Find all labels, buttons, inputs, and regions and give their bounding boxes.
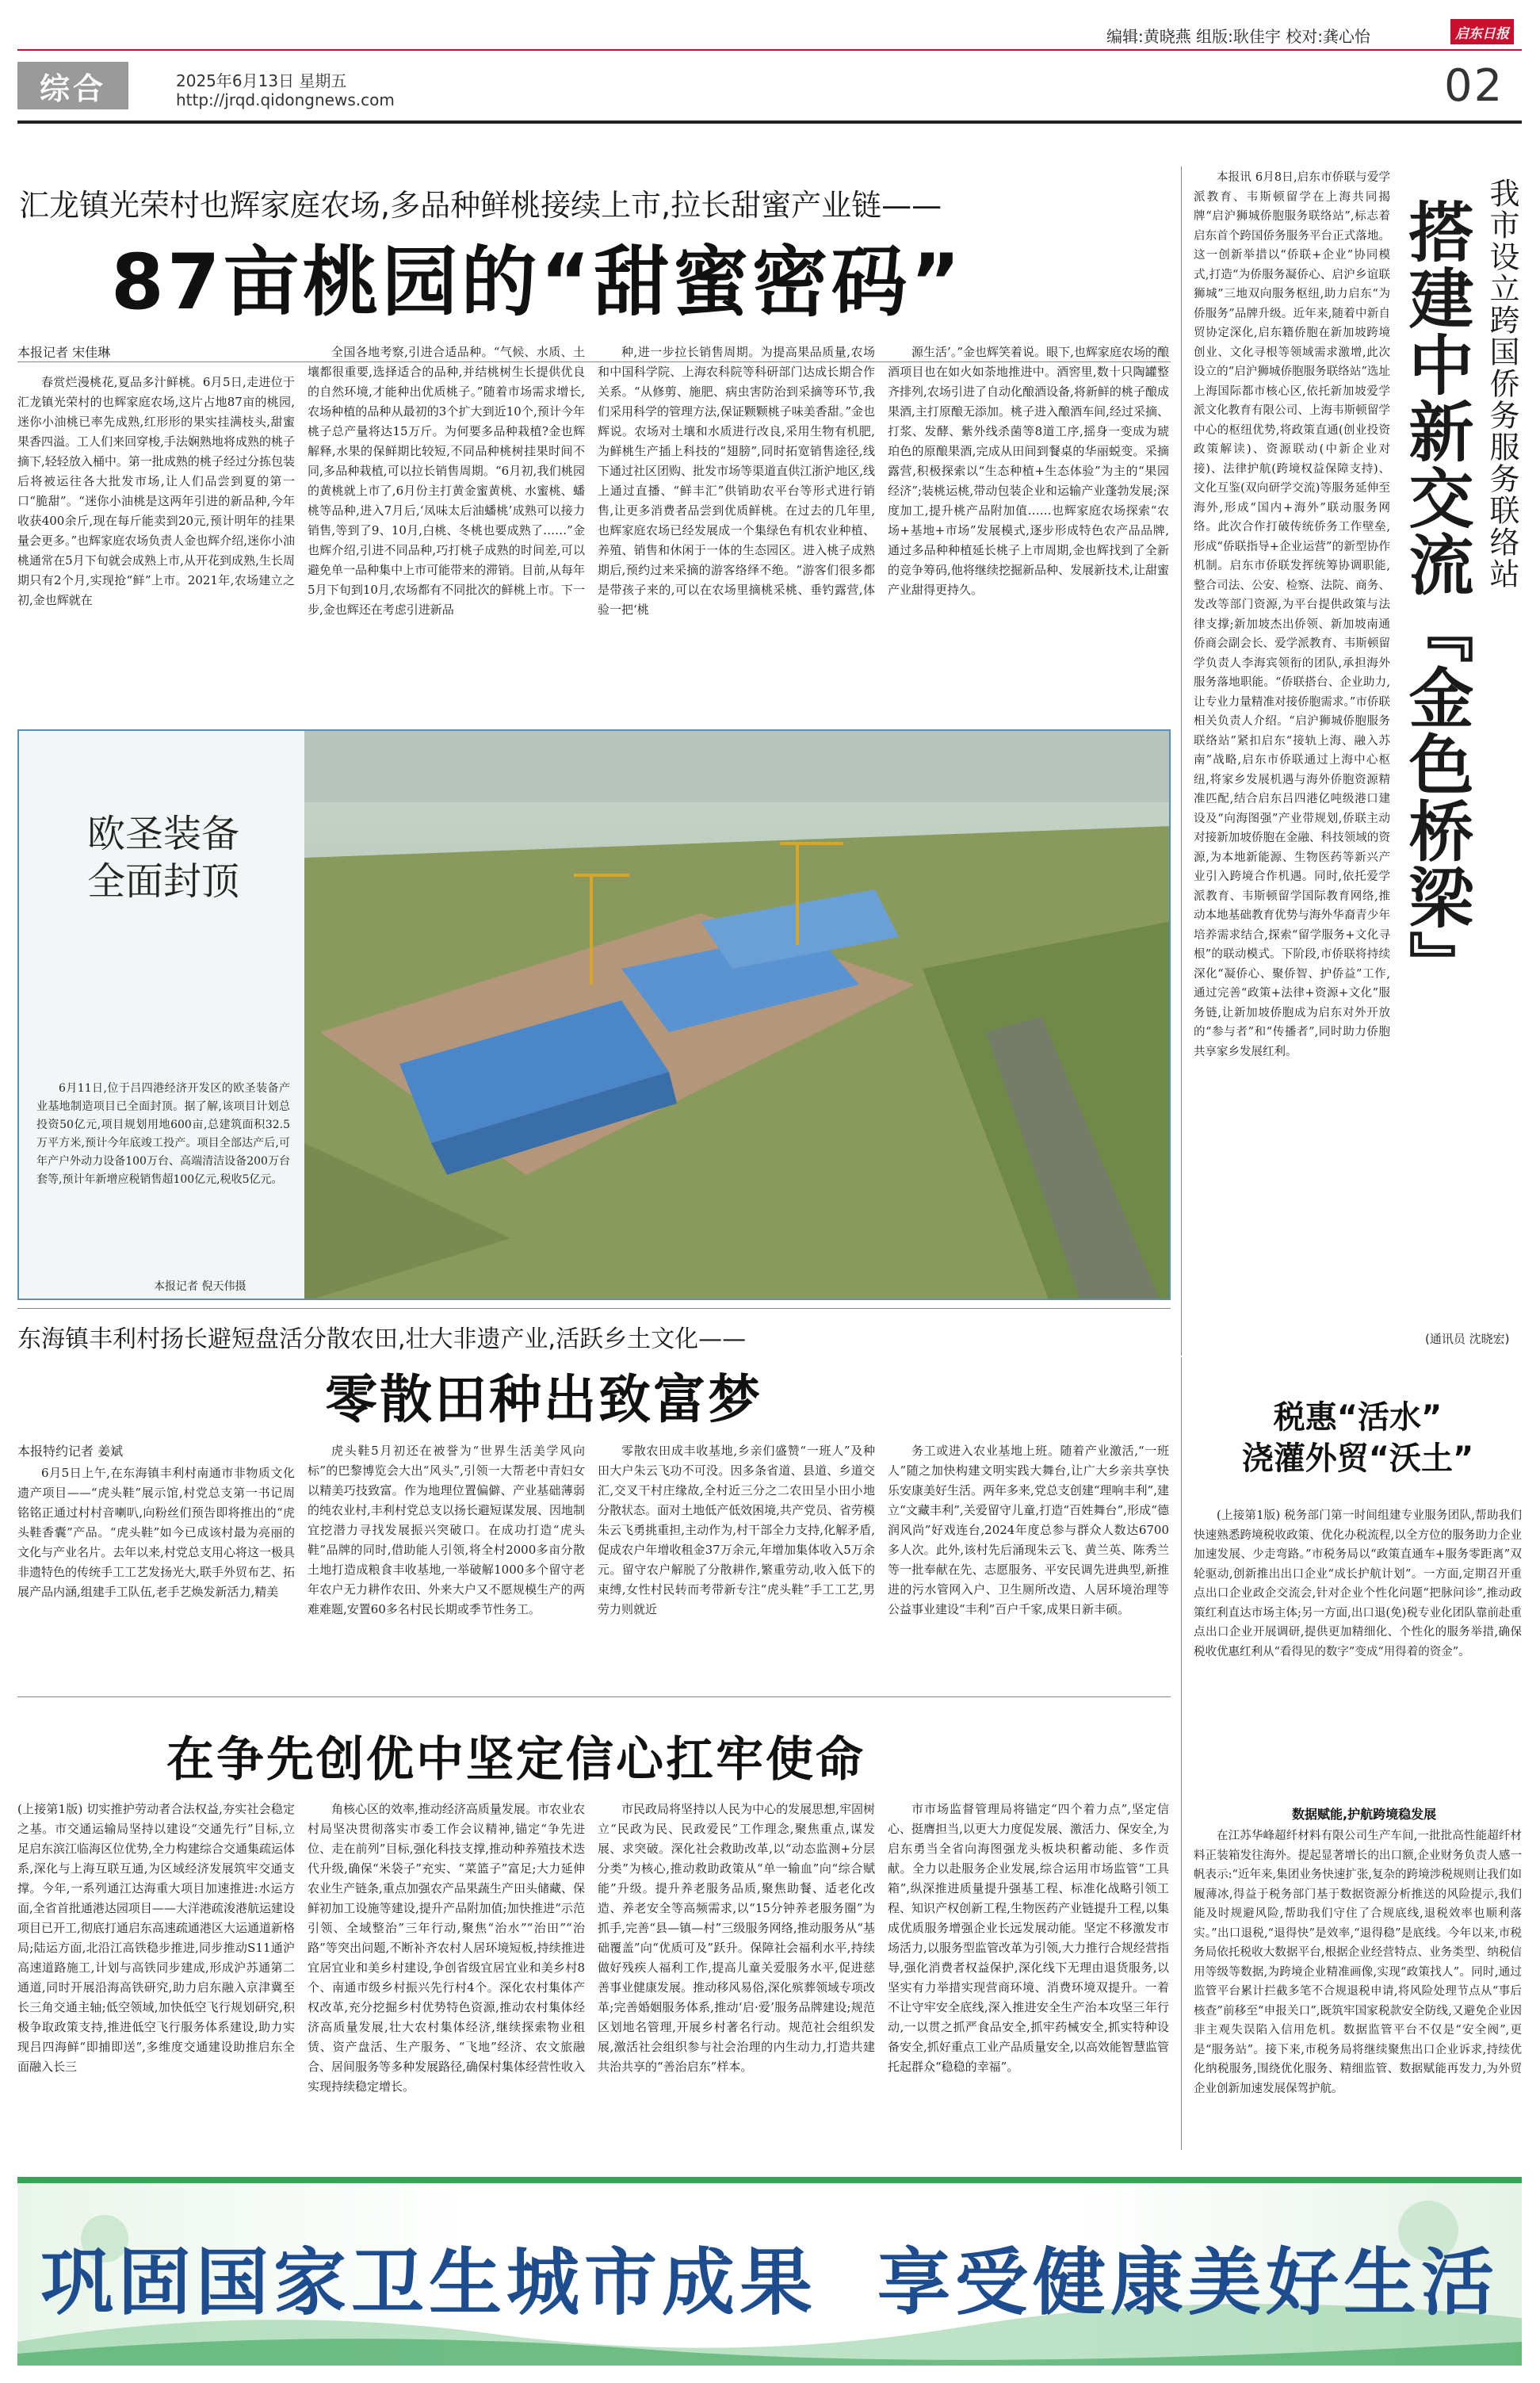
article2-col3: 零散农田成丰收基地,乡亲们盛赞“一班人”及种田大户朱云飞功不可没。因多条省道、县道、乡道交汇,交叉干村庄缘故,全村近三分之二农田呈小田小地分散状态。面对土地低产低效困境,共产党员、省劳模朱云飞勇挑重担,主动作为,村干部全力支持,化解矛盾,促成农户年增收租金37万余元,年增加集体收入5万余元。留守农户解脱了分散耕作,繁重劳动,收入低下的束缚,女性村民转而考带新专注“虎头鞋”手工工艺,男劳力则就近 <box>598 1444 875 1616</box>
sidebar1-body: 本报讯 6月8日,启东市侨联与爱学派教育、韦斯顿留学在上海共同揭牌“启沪狮城侨胞服务联络站”,标志着启东首个跨国侨务服务平台正式落地。这一创新举措以“侨联+企业”协同模式,打造“为侨服务凝侨心、启沪乡谊联狮城”三地双向服务枢纽,助力启东“为侨服务”品牌升级。近年来,随着中新自贸协定深化,启东籍侨胞在新加坡跨境创业、文化寻根等领域需求激增,此次设立的“启沪狮城侨胞服务联络站”选址上海国际都市核心区,依托新加坡爱学派文化教育有限公司、上海韦斯顿留学中心的枢纽优势,将政策直通(创业投资政策解读)、资源联动(中新企业对接)、法律护航(跨境权益保障支持)、文化互鉴(双向研学交流)等服务延伸至海外,形成“国内+海外”联动服务网络。此次合作打破传统侨务工作壁垒,形成“侨联指导+企业运营”的新型协作机制。启东市侨联发挥统筹协调职能,整合司法、公安、检察、法院、商务、发改等部门资源,为平台提供政策与法律支撑;新加坡杰出侨领、新加坡南通侨商会副会长、爱学派教育、韦斯顿留学负责人李海宾领衔的团队,承担海外服务落地职能。“侨联搭台、企业助力,让专业力量精准对接侨胞需求。”市侨联相关负责人介绍。“启沪狮城侨胞服务联络站”紧扣启东“接轨上海、融入苏南”战略,启东市侨联通过上海中心枢纽,将家乡发展机遇与海外侨胞资源精准匹配,结合启东吕四港亿吨级港口建设及“向海图强”产业带规划,侨联主动对接新加坡侨胞在金融、科技领域的资源,为本地新能源、生物医药等新兴产业引入跨境合作机遇。同时,依托爱学派教育、韦斯顿留学国际教育网络,推动本地基础教育优势与海外华裔青少年培养需求结合,探索“留学服务+文化寻根”的联动模式。下阶段,市侨联将持续深化“凝侨心、聚侨智、护侨益”工作,通过完善“政策+法律+资源+文化”服务链,让新加坡侨胞成为启东对外开放的“参与者”和“传播者”,同时助力侨胞共享家乡发展红利。 <box>1194 171 1390 1058</box>
photo-credit: 本报记者 倪天伟摄 <box>154 1280 246 1293</box>
sidebar1-byline: (通讯员 沈晓宏) <box>1425 1332 1510 1346</box>
paper-logo <box>1450 19 1514 44</box>
header-thick-rule <box>17 120 1522 124</box>
section-tag <box>17 62 128 109</box>
article1-col1: 春赏烂漫桃花,夏品多汁鲜桃。6月5日,走进位于汇龙镇光荣村的也辉家庭农场,这片占地87亩的桃园,迷你小油桃已率先成熟,红形形的果实挂满枝头,甜蜜果香四溢。工人们来回穿梭,手法娴熟地将成熟的桃子摘下,轻轻放入桶中。第一批成熟的桃子经过分拣包装后将被运往各大批发市场,让人们品尝到夏的第一口“脆甜”。“迷你小油桃是这两年引进的新品种,今年收获400余斤,现在每斤能卖到20元,预计明年的挂果量会更多。”也辉家庭农场负责人金也辉介绍,迷你小油桃通常在5月下旬就会成熟上市,从开花到成熟,生长周期只有2个月,实现抢“鲜”上市。2021年,农场建立之初,金也辉就在 <box>17 375 295 607</box>
sidebar1-divider <box>1181 166 1182 1356</box>
site-url: http://jrqd.qidongnews.com <box>176 90 395 109</box>
article3-col1: (上接第1版) 切实推护劳动者合法权益,夯实社会稳定之基。市交通运输局坚持以建设“交通先行”目标,立足启东滨江临海区位优势,全力构建综合交通集疏运体系,深化与上海互联互通,为区域经济发展筑牢交通支撑。今年,一系列通江达海重大项目加速推进:水运方面,全省首批通港达园项目——大洋港疏浚港航运建设项目已开工,彻底打通启东高速疏通港区大运通道新格局;陆运方面,北沿江高铁稳步推进,同步推动S11通沪高速道路施工,计划与高铁同步建成,形成沪苏通第二通道,同时开展沿海高铁研究,助力启东融入京津冀至长三角交通主轴;低空领域,加快低空飞行规划研究,积极争取政策支持,推进低空飞行服务体系建设,助力实现吕四海鲜“即捕即送”,多维度交通建设助推启东全面融入长三 <box>17 1802 295 2074</box>
article2-top-rule <box>17 1308 1171 1309</box>
section-label: 综合 <box>39 71 106 106</box>
sidebar2-body2: 在江苏华峰超纤材料有限公司生产车间,一批批高性能超纤材料正装箱发往海外。提起显著增长的出口额,企业财务负责人感一帆表示:“近年来,集团业务快速扩张,复杂的跨境涉税规则让我们如履薄冰,得益于税务部门基于数据资源分析推送的风险提示,我们能及时规避风险,帮助我们守住了合规底线,退税效率也顺利落实。”出口退税,“退得快”是效率,“退得稳”是底线。今年以来,市税务局依托税收大数据平台,根据企业经营特点、业务类型、纳税信用等级等数据,为跨境企业精准画像,实现“政策找人”。同时,通过监管平台累计拦截多笔不合规退税申请,将风险处理节点从“事后核查”前移至“申报关口”,既筑牢国家税款安全防线,又避免企业因非主观失误陷入信用危机。数据监管平台不仅是“安全阀”,更是“服务站”。接下来,市税务局将继续聚焦出口企业诉求,持续优化纳税服务,围绕优化服务、精细监管、数据赋能再发力,为外贸企业创新加速发展保驾护航。 <box>1194 1830 1522 2095</box>
banner-text: 巩固国家卫生城市成果 享受健康美好生活 <box>40 2240 1500 2325</box>
article2-byline: 本报特约记者 姜斌 <box>17 1444 124 1459</box>
photo-caption: 6月11日,位于吕四港经济开发区的欧圣装备产业基地制造项目已全面封顶。据了解,该项目计划总投资50亿元,项目规划用地600亩,总建筑面积32.5万平方米,预计今年底竣工投产。项目全部达产后,可年产户外动力设备100万台、高端清洁设备200万台套等,预计年新增应税销售超100亿元,税收5亿元。 <box>36 1082 290 1186</box>
sidebar2-divider <box>1181 1357 1182 2150</box>
article3-top-rule <box>17 1696 1171 1697</box>
issue-date: 2025年6月13日 星期五 <box>176 71 347 90</box>
article1-kicker: 汇龙镇光荣村也辉家庭农场,多品种鲜桃接续上市,拉长甜蜜产业链—— <box>19 188 942 223</box>
article2-col1: 6月5日上午,在东海镇丰利村南通市非物质文化遗产项目——“虎头鞋”展示馆,村党总支第一书记周铭铭正通过村村音喇叭,向粉丝们预告即将推出的“虎头鞋香囊”产品。“虎头鞋”如今已成该村最为亮丽的文化与产业名片。去年以来,村党总支用心将这一极具非遗特色的传统手工工艺发扬光大,联手外贸布艺、拓展产品内涵,组建手工队伍,老手艺焕发新活力,精美 <box>17 1466 295 1599</box>
photo-headline: 欧圣装备 全面封顶 <box>86 812 239 904</box>
sidebar1-kicker: 我市设立跨国侨务服务联络站 <box>1485 178 1519 590</box>
sidebar1-title: 搭建中新交流『金色桥梁』 <box>1398 198 1473 997</box>
article3-col4: 市市场监督管理局将锚定“四个着力点”,坚定信心、挺膺担当,以更大力度促发展、激活力、保安全,为启东勇当全省向海图强龙头板块积蓄动能、多作贡献。全力以赴服务企业发展,综合运用市场监管“工具箱”,纵深推进质量提升强基工程、标准化战略引领工程、知识产权创新工程,生物医药产业链提升工程,以集成优质服务增强企业长远发展动能。坚定不移激发市场活力,以服务型监管改革为引领,大力推行合规经营指导,强化消费者权益保护,深化线下无理由退货服务,以坚实有力举措实现营商环境、消费环境双提升。一着不让守牢安全底线,深入推进安全生产治本攻坚三年行动,一以贯之抓严食品安全,抓牢药械安全,抓实特种设备安全,抓好重点工业产品质量安全,以高效能智慧监管托起群众“稳稳的幸福”。 <box>888 1802 1169 2074</box>
article1-col4: 源生活’。”金也辉笑着说。眼下,也辉家庭农场的酿酒项目也在如火如荼地推进中。酒窖里,数十只陶罐整齐排列,农场引进了自动化酿酒设备,将新鲜的桃子酿成果酒,主打原酿无添加。桃子进入酿酒车间,经过采摘、打浆、发酵、紫外线杀菌等8道工序,摇身一变成为琥珀色的原酿果酒,完成从田间到餐桌的华丽蜕变。采摘露营,积极探索以“生态种植+生态体验”为主的“果园经济”;装桃运桃,带动包装企业和运输产业蓬勃发展;深度加工,提升桃产品附加值……也辉家庭农场探索“农场+基地+市场”发展模式,逐步形成特色农产品品牌,通过多品种种植延长桃子上市周期,金也辉找到了全新的竞争筹码,他将继续挖掘新品种、发展新技术,让甜蜜产业甜得更持久。 <box>888 345 1169 597</box>
article1-col3: 种,进一步拉长销售周期。为提高果品质量,农场和中国科学院、上海农科院等科研部门达成长期合作关系。“从修剪、施肥、病虫害防治到采摘等环节,我们采用科学的管理方法,保证颗颗桃子味美香甜。”金也辉说。农场对土壤和水质进行改良,采用生物有机肥,为鲜桃生产插上科技的“翅膀”,同时拓宽销售途径,线下通过社区团购、批发市场等渠道直供江浙沪地区,线上通过直播、“鲜丰汇”供销助农平台等形式进行销售,让更多消费者品尝到优质鲜桃。在过去的几年里,也辉家庭农场已经发展成一个集绿色有机农业种植、养殖、销售和休闲于一体的生态园区。进入桃子成熟期后,预约过来采摘的游客络绎不绝。“游客们很多都是带孩子来的,可以在农场里摘桃采桃、垂钓露营,体验一把‘桃 <box>598 345 875 617</box>
page-number: 02 <box>1444 60 1504 112</box>
article1-byline: 本报记者 宋佳琳 <box>17 345 111 360</box>
sidebar2-title: 税惠“活水” 浇灌外贸“沃土” <box>1241 1399 1474 1477</box>
editors-line: 编辑:黄晓燕 组版:耿佳宇 校对:龚心怡 <box>1106 27 1370 46</box>
article1-title: 87亩桃园的“甜蜜密码” <box>111 238 964 327</box>
article1-col2: 全国各地考察,引进合适品种。“气候、水质、土壤都很重要,选择适合的品种,并结桃树生长提供优良的自然环境,才能种出优质桃子。”随着市场需求增长,农场种植的品种从最初的3个扩大到近10个,预计今年桃子总产量将达15万斤。为何要多品种栽植?金也辉解释,水果的保鲜期比较短,不同品种桃树挂果时间不同,多品种栽植,可以拉长销售周期。“6月初,我们桃园的黄桃就上市了,6月份主打黄金蜜黄桃、水蜜桃、蟠桃等品种,进入7月后,‘凤味太后油蟠桃’成熟可以接力销售,等到了9、10月,白桃、冬桃也要成熟了……”金也辉介绍,引进不同品种,巧打桃子成熟的时间差,可以避免单一品种集中上市可能带来的滞销。目前,从每年5月下旬到10月,农场都有不同批次的鲜桃上市。下一步,金也辉还在考虑引进新品 <box>308 345 585 617</box>
sidebar2-subhead: 数据赋能,护航跨境稳发展 <box>1292 1807 1437 1822</box>
article2-col4: 务工或进入农业基地上班。随着产业激活,“一班人”随之加快构建文明实践大舞台,让广大乡亲共享快乐安康美好生活。两年多来,党总支创建“理响丰利”,建立“文藏丰利”,关爱留守儿童,打造“百姓舞台”,形成“德润风尚”好戏连台,2024年度总参与群众人数达6700多人次。此外,该村先后涌现朱云飞、黄兰英、陈秀兰等一批奉献在先、志愿服务、平安民调先进典型,新推进的污水管网入户、卫生厕所改造、人居环境治理等公益事业建设“丰利”百户千家,成果日新丰硕。 <box>888 1444 1169 1616</box>
paper-logo-text: 启东日报 <box>1455 25 1509 42</box>
header-thin-rule <box>17 49 1522 51</box>
article3-title: 在争先创优中坚定信心扛牢使命 <box>166 1732 866 1788</box>
article3-col2: 角核心区的效率,推动经济高质量发展。市农业农村局坚决贯彻落实市委工作会议精神,锚定“争先进位、走在前列”目标,强化科技支撑,推动种养殖技术迭代升级,确保“米袋子”充实、“菜篮子”富足;大力延伸农业生产链条,重点加强农产品果蔬生产田头储藏、保鲜初加工设施等建设,提升产品附加值;加快推进“示范引领、全域整治”三年行动,聚焦“治水”“治田”“治路”等突出问题,不断补齐农村人居环境短板,持续推进宜居宜业和美乡村建设,争创省级宜居宜业和美乡村8个、南通市级乡村振兴先行村4个。深化农村集体产权改革,充分挖掘乡村优势特色资源,推动农村集体经济高质量发展,壮大农村集体经济,继续探索物业租赁、资产盘活、生产服务、“飞地”经济、农文旅融合、居间服务等多种发展路径,确保村集体经营性收入实现持续稳定增长。 <box>308 1802 585 2094</box>
article3-col3: 市民政局将坚持以人民为中心的发展思想,牢固树立“民政为民、民政爱民”工作理念,聚焦重点,谋发展、求突破。深化社会救助改革,以“动态监测+分层分类”为核心,推动救助政策从“单一输血”向“综合赋能”升级。提升养老服务品质,聚焦助餐、适老化改造、养老安全等高频需求,以“15分钟养老服务圈”为抓手,完善“县—镇—村”三级服务网络,推动服务从“基础覆盖”向“优质可及”跃升。保障社会福利水平,持续做好残疾人福利工作,提高儿童关爱服务水平,促进慈善事业健康发展。推动移风易俗,深化殡葬领域专项改革;完善婚姻服务体系,推动‘启·爱’服务品牌建设;规范区划地名管理,开展乡村著名行动。规范社会组织发展,激活社会组织参与社会治理的内生动力,打造共建共治共享的“善治启东”样本。 <box>598 1802 875 2074</box>
article2-col2: 虎头鞋5月初还在被誉为“世界生活美学风向标”的巴黎博览会大出“风头”,引领一大帮老中青妇女以精美巧技致富。作为地理位置偏僻、产业基础薄弱的纯农业村,丰利村党总支以扬长避短谋发展、因地制宜挖潜力寻找发展振兴突破口。在成功打造“虎头鞋”品牌的同时,借助能人引领,将全村2000多亩分散土地打造成粮食丰收基地,一举破解1000多个留守老年农户无力耕作农田、外来大户又不愿规模生产的两难难题,安置60多名村民长期或季节性务工。 <box>308 1444 585 1616</box>
public-service-banner <box>17 2177 1522 2366</box>
article2-kicker: 东海镇丰利村扬长避短盘活分散农田,壮大非遗产业,活跃乡土文化—— <box>17 1325 747 1353</box>
sidebar2-body1: (上接第1版) 税务部门第一时间组建专业服务团队,帮助我们快速熟悉跨境税收政策、优化办税流程,以全方位的服务助力企业加速发展、少走弯路。”市税务局以“政策直通车+服务零距离”双轮驱动,创新推出出口企业“成长护航计划”。一方面,定期召开重点出口企业政企交流会,针对企业个性化问题“把脉问诊”,推动政策红利直达市场主体;另一方面,出口退(免)税专业化团队靠前赴重点出口企业开展调研,提供更加精细化、个性化的服务举措,确保税收优惠红利从“看得见的数字”变成“用得着的资金”。 <box>1194 1509 1522 1658</box>
photo-box <box>17 729 1171 1300</box>
article2-title: 零散田种出致富梦 <box>325 1369 762 1430</box>
